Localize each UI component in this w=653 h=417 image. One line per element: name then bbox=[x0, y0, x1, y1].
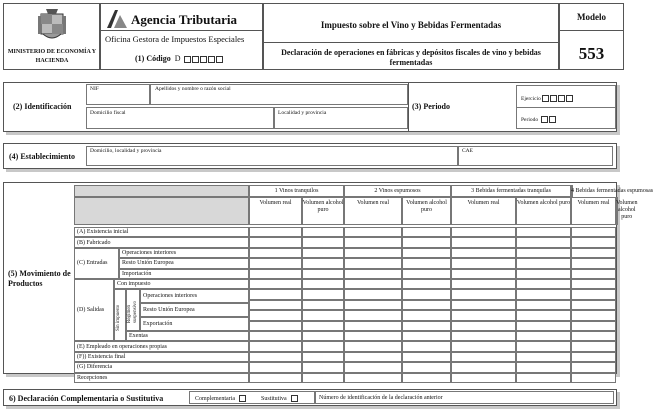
column-volume-label: Volumen real bbox=[356, 200, 390, 206]
code-digit-1[interactable] bbox=[184, 56, 191, 63]
value-cell[interactable] bbox=[516, 227, 571, 237]
value-cell[interactable] bbox=[516, 279, 571, 289]
column-group-label: 1 Vinos tranquilos bbox=[274, 188, 319, 194]
row-g-label: (G) Diferencia bbox=[77, 364, 113, 371]
value-cell[interactable] bbox=[344, 269, 402, 279]
value-cell[interactable] bbox=[249, 269, 302, 279]
value-cell[interactable] bbox=[516, 310, 571, 320]
column-volume-label: Volumen real bbox=[577, 200, 610, 206]
value-cell[interactable] bbox=[571, 300, 616, 310]
value-cell[interactable] bbox=[516, 341, 571, 351]
value-cell[interactable] bbox=[344, 331, 402, 341]
value-cell[interactable] bbox=[302, 248, 344, 258]
value-cell[interactable] bbox=[302, 289, 344, 299]
value-cell[interactable] bbox=[302, 300, 344, 310]
value-cell[interactable] bbox=[451, 310, 516, 320]
model-number: 553 bbox=[578, 44, 605, 63]
code-digit-4[interactable] bbox=[208, 56, 215, 63]
row-a-label: (A) Existencia inicial bbox=[77, 229, 129, 236]
row-d-reg-label: Régimen suspensivo bbox=[127, 300, 138, 323]
identification-title: (2) Identificación bbox=[13, 102, 72, 111]
value-cell[interactable] bbox=[249, 279, 302, 289]
value-cell[interactable] bbox=[249, 248, 302, 258]
value-cell[interactable] bbox=[344, 258, 402, 268]
value-cell[interactable] bbox=[249, 341, 302, 351]
value-cell[interactable] bbox=[249, 289, 302, 299]
value-cell[interactable] bbox=[344, 248, 402, 258]
row-r-label: Recepciones bbox=[77, 374, 108, 381]
value-cell[interactable] bbox=[571, 331, 616, 341]
header-title-box bbox=[263, 3, 559, 70]
period-digit-2[interactable] bbox=[549, 116, 556, 123]
coat-of-arms-icon bbox=[38, 8, 66, 42]
value-cell[interactable] bbox=[344, 352, 402, 362]
code-label: (1) Código D bbox=[135, 55, 223, 63]
column-alcohol-label: Volumen alcohol puro bbox=[616, 200, 638, 220]
value-cell[interactable] bbox=[451, 341, 516, 351]
year-digit-1[interactable] bbox=[542, 95, 549, 102]
code-digit-2[interactable] bbox=[192, 56, 199, 63]
header-ministry-box bbox=[3, 3, 100, 70]
row-c3-label: Importación bbox=[122, 270, 152, 277]
row-d-exe-label: Exentas bbox=[129, 333, 148, 340]
value-cell[interactable] bbox=[402, 269, 451, 279]
row-f-label: (F)) Existencia final bbox=[77, 354, 126, 360]
value-cell[interactable] bbox=[344, 373, 402, 383]
name-field[interactable]: Apellidos y nombre o razón social bbox=[150, 84, 408, 105]
ministry-name: MINISTERIO DE ECONOMÍA Y HACIENDA bbox=[7, 49, 97, 64]
establishment-title: (4) Establecimiento bbox=[9, 152, 75, 161]
column-alcohol-label: Volumen alcohol puro bbox=[406, 200, 447, 213]
movement-grid bbox=[4, 183, 653, 381]
value-cell[interactable] bbox=[402, 300, 451, 310]
value-cell[interactable] bbox=[516, 352, 571, 362]
row-e-label: (E) Empleado en operaciones propias bbox=[77, 343, 167, 350]
year-digit-2[interactable] bbox=[550, 95, 557, 102]
value-cell[interactable] bbox=[402, 352, 451, 362]
value-cell[interactable] bbox=[249, 352, 302, 362]
value-cell[interactable] bbox=[451, 373, 516, 383]
year-digit-4[interactable] bbox=[566, 95, 573, 102]
previous-declaration-id-field[interactable]: Número de identificación de la declaración anterior bbox=[315, 391, 614, 404]
column-alcohol-label: Volumen alcohol puro bbox=[516, 200, 571, 206]
header-model-box bbox=[559, 3, 624, 70]
value-cell[interactable] bbox=[302, 362, 344, 372]
value-cell[interactable] bbox=[249, 373, 302, 383]
section-complementary bbox=[3, 389, 617, 406]
value-cell[interactable] bbox=[451, 289, 516, 299]
value-cell[interactable] bbox=[451, 279, 516, 289]
tax-title: Impuesto sobre el Vino y Bebidas Fermentadas bbox=[320, 20, 502, 30]
section-product-movement bbox=[3, 182, 653, 381]
value-cell[interactable] bbox=[571, 352, 616, 362]
value-cell[interactable] bbox=[571, 362, 616, 372]
value-cell[interactable] bbox=[402, 373, 451, 383]
value-cell[interactable] bbox=[402, 248, 451, 258]
period-title: (3) Periodo bbox=[412, 102, 450, 111]
row-c-label: (C) Entradas bbox=[77, 260, 108, 267]
value-cell[interactable] bbox=[451, 300, 516, 310]
value-cell[interactable] bbox=[571, 279, 616, 289]
value-cell[interactable] bbox=[344, 279, 402, 289]
value-cell[interactable] bbox=[302, 227, 344, 237]
value-cell[interactable] bbox=[402, 331, 451, 341]
value-cell[interactable] bbox=[302, 310, 344, 320]
value-cell[interactable] bbox=[344, 300, 402, 310]
value-cell[interactable] bbox=[451, 352, 516, 362]
value-cell[interactable] bbox=[344, 289, 402, 299]
value-cell[interactable] bbox=[249, 258, 302, 268]
period-digit-1[interactable] bbox=[541, 116, 548, 123]
value-cell[interactable] bbox=[516, 373, 571, 383]
header-agency-box bbox=[100, 3, 263, 70]
column-group-label: 2 Vinos espumosos bbox=[374, 188, 421, 194]
cae-field[interactable]: CAE bbox=[458, 146, 613, 166]
complementary-title: 6) Declaración Complementaria o Sustitutiva bbox=[9, 394, 164, 403]
substitute-checkbox[interactable] bbox=[291, 395, 298, 402]
value-cell[interactable] bbox=[571, 373, 616, 383]
movement-title: (5) Movimiento de Productos bbox=[8, 269, 71, 288]
value-cell[interactable] bbox=[344, 341, 402, 351]
value-cell[interactable] bbox=[516, 258, 571, 268]
value-cell[interactable] bbox=[249, 331, 302, 341]
value-cell[interactable] bbox=[451, 362, 516, 372]
value-cell[interactable] bbox=[249, 321, 302, 331]
agency-office: Oficina Gestora de Impuestos Especiales bbox=[105, 34, 245, 44]
value-cell[interactable] bbox=[302, 269, 344, 279]
column-group-label: 4 Bebidas fermentadas espumosas bbox=[571, 188, 653, 194]
row-d-label: (D) Salidas bbox=[77, 307, 105, 314]
value-cell[interactable] bbox=[451, 258, 516, 268]
value-cell[interactable] bbox=[451, 331, 516, 341]
column-volume-label: Volumen real bbox=[467, 200, 500, 206]
value-cell[interactable] bbox=[249, 362, 302, 372]
value-cell[interactable] bbox=[302, 321, 344, 331]
row-d2-label: Resto Unión Europea bbox=[143, 307, 195, 314]
value-cell[interactable] bbox=[402, 289, 451, 299]
fiscal-address-field[interactable]: Domicilio fiscal bbox=[86, 107, 274, 129]
value-cell[interactable] bbox=[249, 310, 302, 320]
row-d1-label: Operaciones interiores bbox=[143, 293, 198, 300]
value-cell[interactable] bbox=[302, 237, 344, 247]
value-cell[interactable] bbox=[402, 341, 451, 351]
value-cell[interactable] bbox=[302, 258, 344, 268]
value-cell[interactable] bbox=[344, 362, 402, 372]
locality-field[interactable]: Localidad y provincia bbox=[274, 107, 408, 129]
value-cell[interactable] bbox=[249, 237, 302, 247]
value-cell[interactable] bbox=[571, 341, 616, 351]
column-volume-label: Volumen real bbox=[259, 200, 292, 206]
value-cell[interactable] bbox=[402, 237, 451, 247]
code-digit-3[interactable] bbox=[200, 56, 207, 63]
column-group-label: 3 Bebidas fermentadas tranquilas bbox=[471, 188, 551, 194]
row-d-con-label: Con impuesto bbox=[117, 281, 151, 288]
value-cell[interactable] bbox=[249, 300, 302, 310]
value-cell[interactable] bbox=[571, 227, 616, 237]
value-cell[interactable] bbox=[516, 362, 571, 372]
establishment-address-field[interactable]: Domicilio, localidad y provincia bbox=[86, 146, 458, 166]
value-cell[interactable] bbox=[571, 269, 616, 279]
value-cell[interactable] bbox=[402, 227, 451, 237]
value-cell[interactable] bbox=[516, 269, 571, 279]
value-cell[interactable] bbox=[451, 269, 516, 279]
value-cell[interactable] bbox=[451, 248, 516, 258]
value-cell[interactable] bbox=[402, 310, 451, 320]
value-cell[interactable] bbox=[302, 341, 344, 351]
value-cell[interactable] bbox=[344, 227, 402, 237]
value-cell[interactable] bbox=[516, 248, 571, 258]
nif-field[interactable]: NIF bbox=[86, 84, 150, 105]
value-cell[interactable] bbox=[571, 310, 616, 320]
value-cell[interactable] bbox=[516, 321, 571, 331]
value-cell[interactable] bbox=[402, 321, 451, 331]
value-cell[interactable] bbox=[302, 352, 344, 362]
row-c1-label: Operaciones interiores bbox=[122, 250, 177, 256]
complementary-options: Complementaria Sustitutiva bbox=[189, 391, 315, 404]
value-cell[interactable] bbox=[571, 248, 616, 258]
value-cell[interactable] bbox=[516, 300, 571, 310]
value-cell[interactable] bbox=[571, 237, 616, 247]
model-label: Modelo bbox=[577, 12, 606, 22]
row-b-label: (B) Fabricado bbox=[77, 239, 111, 246]
value-cell[interactable] bbox=[402, 362, 451, 372]
year-label: Ejercicio bbox=[521, 95, 573, 102]
row-d-sin-label: Sin impuesto bbox=[116, 304, 121, 331]
value-cell[interactable] bbox=[571, 289, 616, 299]
agency-name: Agencia Tributaria bbox=[131, 12, 238, 27]
header-shade-1 bbox=[74, 185, 249, 197]
value-cell[interactable] bbox=[344, 237, 402, 247]
value-cell[interactable] bbox=[249, 227, 302, 237]
period-label: Periodo bbox=[521, 116, 556, 123]
column-alcohol-label: Volumen alcohol puro bbox=[302, 200, 344, 213]
value-cell[interactable] bbox=[402, 258, 451, 268]
header-shade-2 bbox=[74, 197, 249, 225]
value-cell[interactable] bbox=[516, 331, 571, 341]
section-identification bbox=[3, 82, 617, 132]
year-digit-3[interactable] bbox=[558, 95, 565, 102]
value-cell[interactable] bbox=[302, 373, 344, 383]
value-cell[interactable] bbox=[516, 289, 571, 299]
value-cell[interactable] bbox=[344, 310, 402, 320]
value-cell[interactable] bbox=[402, 279, 451, 289]
value-cell[interactable] bbox=[451, 321, 516, 331]
row-c2-label: Resto Unión Europea bbox=[122, 260, 174, 267]
value-cell[interactable] bbox=[516, 237, 571, 247]
declaration-title: Declaración de operaciones en fábricas y depósitos fiscales de vino y bebidas fermentadas bbox=[281, 48, 541, 67]
code-digit-5[interactable] bbox=[216, 56, 223, 63]
row-d3-label: Exportación bbox=[143, 321, 173, 328]
value-cell[interactable] bbox=[302, 331, 344, 341]
section-establishment bbox=[3, 143, 617, 169]
agency-logo-icon bbox=[106, 9, 128, 29]
value-cell[interactable] bbox=[302, 279, 344, 289]
period-box bbox=[516, 85, 616, 129]
value-cell[interactable] bbox=[344, 321, 402, 331]
value-cell[interactable] bbox=[451, 227, 516, 237]
complementary-checkbox[interactable] bbox=[239, 395, 246, 402]
value-cell[interactable] bbox=[451, 237, 516, 247]
value-cell[interactable] bbox=[571, 321, 616, 331]
value-cell[interactable] bbox=[571, 258, 616, 268]
